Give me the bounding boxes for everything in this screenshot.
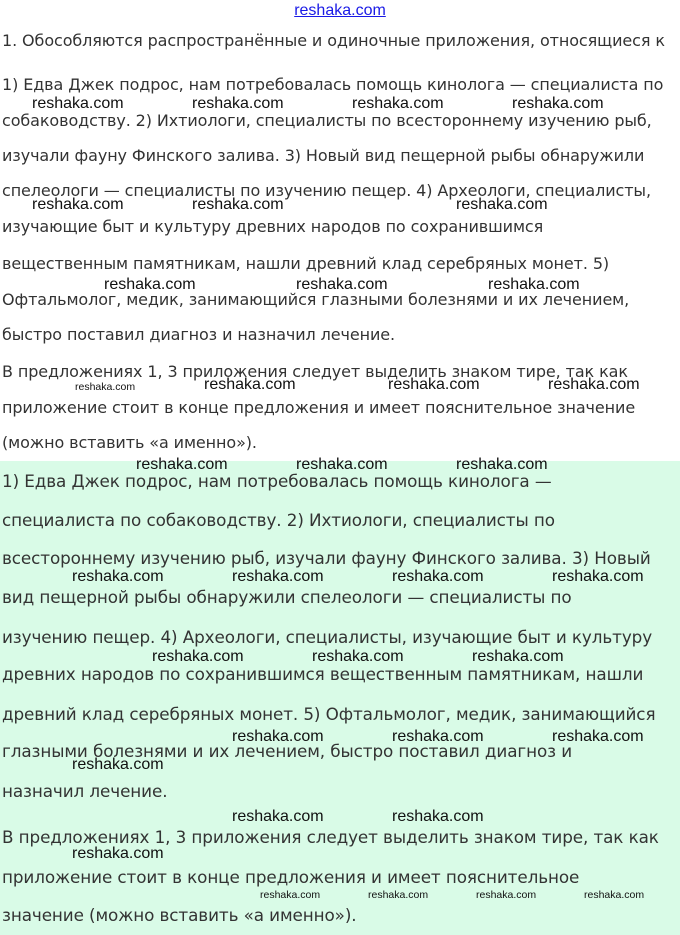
- watermark: reshaka.com: [476, 889, 537, 901]
- watermark: reshaka.com: [456, 196, 548, 213]
- question-line: (можно вставить «а именно»).: [2, 433, 257, 452]
- watermark: reshaka.com: [392, 728, 484, 745]
- answer-line: В предложениях 1, 3 приложения следует выделить знаком тире, так как: [2, 827, 659, 847]
- answer-line: назначил лечение.: [2, 781, 168, 801]
- question-line: вещественным памятникам, нашли древний клад серебряных монет. 5): [2, 254, 610, 273]
- watermark: reshaka.com: [204, 376, 296, 393]
- answer-line: 1) Едва Джек подрос, нам потребовалась помощь кинолога —: [2, 471, 552, 491]
- answer-line: древний клад серебряных монет. 5) Офтальмолог, медик, занимающийся: [2, 704, 656, 724]
- question-line: изучающие быт и культуру древних народов по сохранившимся: [2, 217, 544, 236]
- watermark: reshaka.com: [232, 568, 324, 585]
- question-line: приложение стоит в конце предложения и имеет пояснительное значение: [2, 398, 636, 417]
- watermark: reshaka.com: [192, 196, 284, 213]
- watermark: reshaka.com: [72, 756, 164, 773]
- question-line: 1. Обособляются распространённые и одиночные приложения, относящиеся к: [2, 31, 665, 50]
- answer-line: специалиста по собаководству. 2) Ихтиологи, специалисты по: [2, 510, 555, 530]
- watermark: reshaka.com: [552, 728, 644, 745]
- watermark: reshaka.com: [32, 196, 124, 213]
- answer-line: изучению пещер. 4) Археологи, специалисты, изучающие быт и культуру: [2, 627, 653, 647]
- watermark: reshaka.com: [296, 276, 388, 293]
- question-line: спелеологи — специалисты по изучению пещер. 4) Археологи, специалисты,: [2, 181, 651, 200]
- watermark: reshaka.com: [488, 276, 580, 293]
- watermark: reshaka.com: [392, 568, 484, 585]
- watermark: reshaka.com: [312, 648, 404, 665]
- answer-line: приложение стоит в конце предложения и имеет пояснительное: [2, 867, 580, 887]
- watermark: reshaka.com: [388, 376, 480, 393]
- watermark: reshaka.com: [32, 95, 124, 112]
- answer-line: глазными болезнями и их лечением, быстро поставил диагноз и: [2, 741, 573, 761]
- watermark: reshaka.com: [552, 568, 644, 585]
- watermark: reshaka.com: [368, 889, 429, 901]
- watermark: reshaka.com: [152, 648, 244, 665]
- watermark: reshaka.com: [456, 456, 548, 473]
- question-line: быстро поставил диагноз и назначил лечение.: [2, 325, 396, 344]
- watermark: reshaka.com: [75, 381, 136, 393]
- answer-line: древних народов по сохранившимся вещественным памятникам, нашли: [2, 664, 644, 684]
- watermark: reshaka.com: [260, 889, 321, 901]
- watermark: reshaka.com: [232, 728, 324, 745]
- answer-panel: [0, 461, 680, 935]
- watermark: reshaka.com: [72, 845, 164, 862]
- watermark: reshaka.com: [548, 376, 640, 393]
- answer-line: всестороннему изучению рыб, изучали фауну Финского залива. 3) Новый: [2, 548, 651, 568]
- watermark: reshaka.com: [296, 456, 388, 473]
- watermark: reshaka.com: [104, 276, 196, 293]
- answer-line: значение (можно вставить «а именно»).: [2, 905, 357, 925]
- watermark: reshaka.com: [136, 456, 228, 473]
- watermark: reshaka.com: [584, 889, 645, 901]
- answer-line: вид пещерной рыбы обнаружили спелеологи — специалисты по: [2, 587, 572, 607]
- watermark: reshaka.com: [392, 808, 484, 825]
- watermark: reshaka.com: [192, 95, 284, 112]
- question-line: Офтальмолог, медик, занимающийся глазными болезнями и их лечением,: [2, 290, 630, 309]
- watermark: reshaka.com: [232, 808, 324, 825]
- question-line: В предложениях 1, 3 приложения следует выделить знаком тире, так как: [2, 362, 628, 381]
- watermark: reshaka.com: [512, 95, 604, 112]
- site-link[interactable]: reshaka.com: [294, 2, 386, 19]
- watermark: reshaka.com: [72, 568, 164, 585]
- question-line: собаководству. 2) Ихтиологи, специалисты по всестороннему изучению рыб,: [2, 111, 652, 130]
- watermark: reshaka.com: [352, 95, 444, 112]
- watermark: reshaka.com: [472, 648, 564, 665]
- question-line: изучали фауну Финского залива. 3) Новый вид пещерной рыбы обнаружили: [2, 146, 645, 165]
- question-line: 1) Едва Джек подрос, нам потребовалась помощь кинолога — специалиста по: [2, 75, 664, 94]
